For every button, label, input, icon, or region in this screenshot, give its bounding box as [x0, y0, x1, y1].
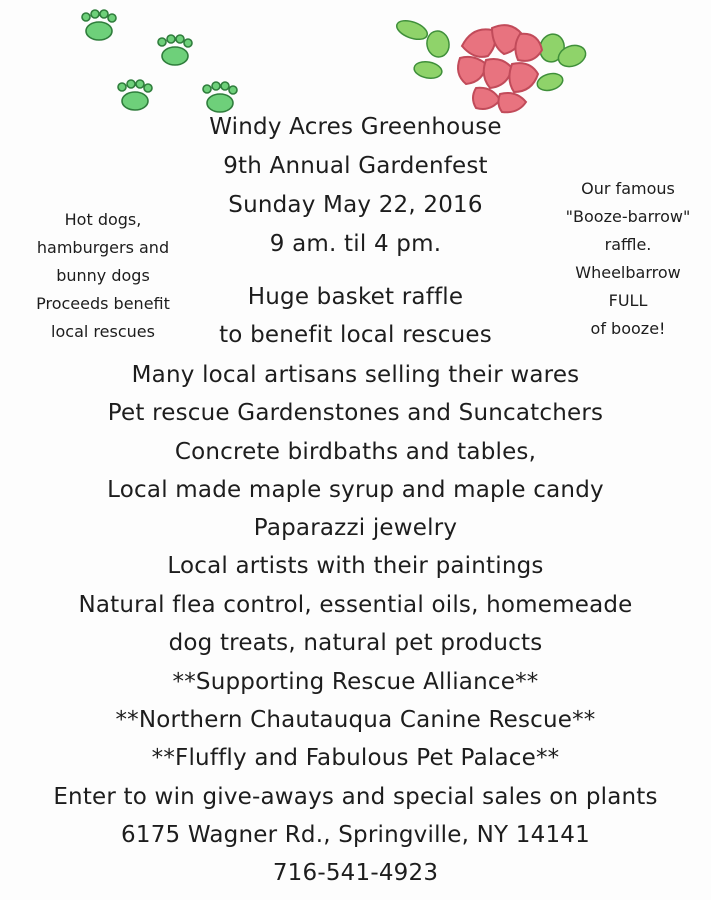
feature-line: Many local artisans selling their wares — [131, 362, 580, 388]
booze-barrow-note-line: "Booze-barrow" — [565, 207, 691, 226]
feature-line: Paparazzi jewelry — [253, 515, 458, 541]
booze-barrow-note-line: FULL — [608, 291, 648, 310]
event-title: 9th Annual Gardenfest — [223, 153, 488, 179]
address: 6175 Wagner Rd., Springville, NY 14141 — [121, 822, 590, 848]
feature-line: Concrete birdbaths and tables, — [174, 439, 537, 465]
basket-raffle: Huge basket raffle — [247, 284, 464, 310]
paw-print-icon — [78, 8, 120, 42]
event-date: Sunday May 22, 2016 — [228, 192, 483, 218]
booze-barrow-note-line: of booze! — [590, 319, 666, 338]
giveaway-line: Enter to win give-aways and special sales on plants — [53, 784, 658, 810]
booze-barrow-note — [548, 175, 708, 343]
food-note-line: hamburgers and — [36, 238, 170, 257]
feature-line: Local made maple syrup and maple candy — [107, 477, 604, 503]
rescue-line: **Supporting Rescue Alliance** — [172, 669, 539, 695]
basket-raffle-benefit: to benefit local rescues — [219, 322, 492, 348]
feature-line: dog treats, natural pet products — [168, 630, 543, 656]
feature-line: Natural flea control, essential oils, homemeade — [78, 592, 633, 618]
feature-line: Local artists with their paintings — [167, 553, 544, 579]
flower-icon — [392, 16, 592, 116]
food-note-line: Proceeds benefit — [36, 294, 170, 313]
rescue-line: **Fluffly and Fabulous Pet Palace** — [151, 745, 560, 771]
booze-barrow-note-line: raffle. — [604, 235, 652, 254]
booze-barrow-note-line: Our famous — [581, 179, 675, 198]
food-note-line: local rescues — [51, 322, 155, 341]
booze-barrow-note-line: Wheelbarrow — [575, 263, 681, 282]
phone-number: 716-541-4923 — [272, 860, 439, 886]
business-name: Windy Acres Greenhouse — [209, 114, 502, 140]
paw-print-icon — [154, 33, 196, 67]
paw-print-icon — [199, 80, 241, 114]
food-note-line: bunny dogs — [56, 266, 150, 285]
feature-line: Pet rescue Gardenstones and Suncatchers — [107, 400, 604, 426]
paw-print-icon — [114, 78, 156, 112]
food-note-line: Hot dogs, — [64, 210, 142, 229]
event-hours: 9 am. til 4 pm. — [269, 231, 442, 257]
rescue-line: **Northern Chautauqua Canine Rescue** — [115, 707, 596, 733]
